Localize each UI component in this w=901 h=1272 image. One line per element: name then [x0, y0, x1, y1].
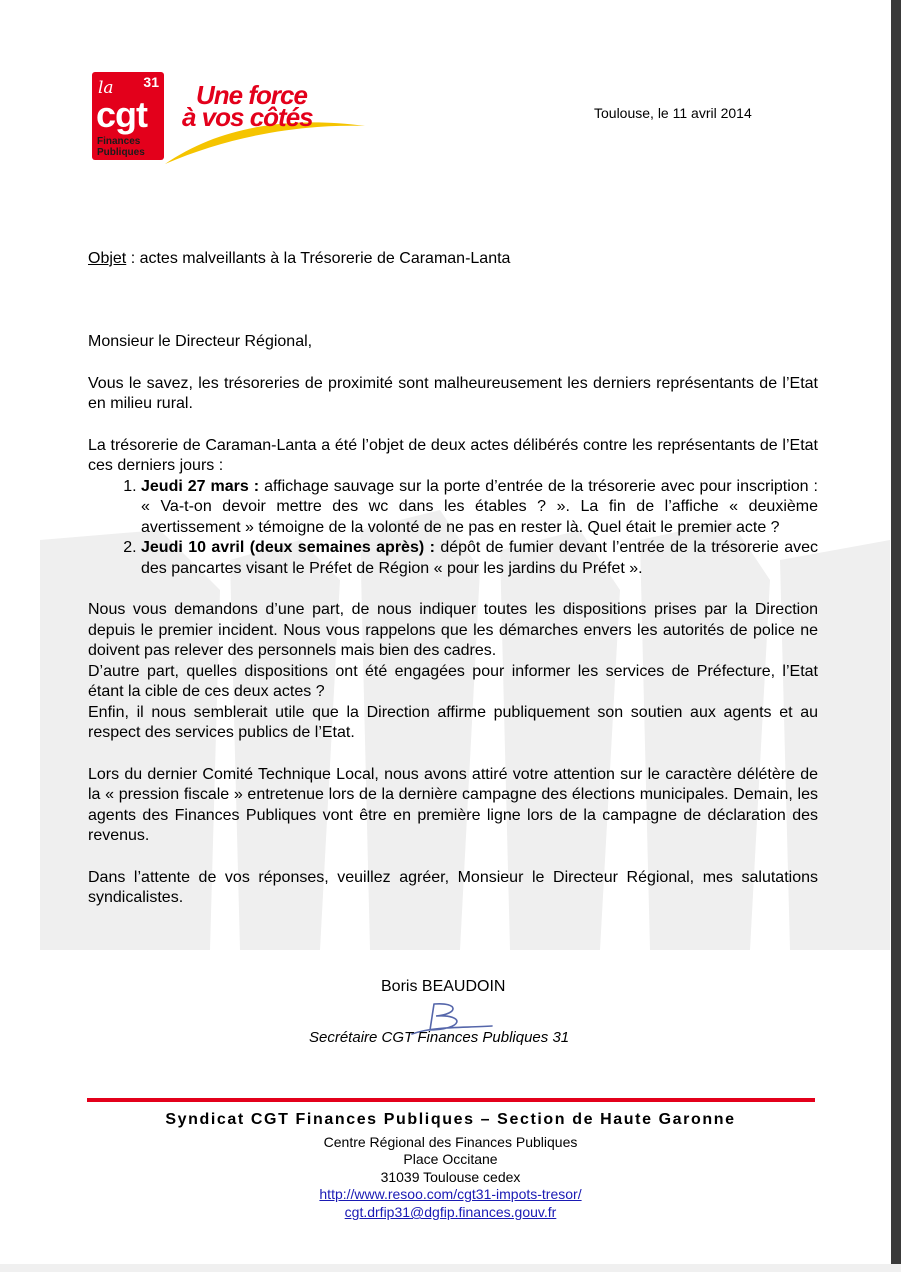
- footer-address-2: Place Occitane: [403, 1151, 498, 1167]
- paragraph-5: Dans l’attente de vos réponses, veuillez agréer, Monsieur le Directeur Régional, mes salutations syndicalistes.: [88, 868, 818, 906]
- footer-email-line: [0, 1204, 901, 1220]
- list-item-date: Jeudi 10 avril (deux semaines après) :: [141, 539, 435, 556]
- page-edge-right: [891, 0, 901, 1272]
- website-link[interactable]: http://www.resoo.com/cgt31-impots-tresor/: [319, 1186, 582, 1202]
- letter-body: [88, 332, 818, 909]
- incident-list: [88, 477, 818, 580]
- logo-number: 31: [143, 74, 159, 90]
- logo-tagline: [182, 80, 313, 132]
- list-item-text: dépôt de fumier devant l’entrée de la trésorerie avec des pancartes visant le Préfet de Région « pour les jardins du Préfet ».: [141, 539, 818, 577]
- list-item-text: affichage sauvage sur la porte d’entrée de la trésorerie avec pour inscription : « Va-t-on devoir mettre des wc dans les étables ? ». La fin de l’affiche « deuxième avertissement » témoigne de la volonté de ne pas en rester là. Quel était le premier acte ?: [141, 477, 818, 536]
- list-item: [141, 538, 818, 579]
- paragraph-4: Lors du dernier Comité Technique Local, nous avons attiré votre attention sur le caractère délétère de la « pression fiscale » entretenue lors de la dernière campagne des élections municipales. Demain, les agents des Finances Publiques vont être en première ligne lors de la campagne de déclaration des revenus.: [88, 765, 818, 844]
- signatory-name: Boris BEAUDOIN: [381, 978, 506, 995]
- subject-text: : actes malveillants à la Trésorerie de Caraman-Lanta: [126, 250, 511, 267]
- paragraph-3b: D’autre part, quelles dispositions ont été engagées pour informer les services de Préfecture, l’Etat étant la cible de ces deux actes ?: [88, 662, 818, 700]
- footer-address-1: Centre Régional des Finances Publiques: [323, 1134, 578, 1150]
- list-item-date: Jeudi 27 mars :: [141, 477, 260, 495]
- paragraph-1: Vous le savez, les trésoreries de proximité sont malheureusement les derniers représentants de l’Etat en milieu rural.: [88, 374, 818, 412]
- list-item: [141, 477, 818, 539]
- email-link[interactable]: cgt.drfip31@dgfip.finances.gouv.fr: [344, 1204, 557, 1220]
- logo-publiques: Publiques: [97, 147, 145, 158]
- footer-title: Syndicat CGT Finances Publiques – Section de Haute Garonne: [165, 1111, 736, 1128]
- logo-la: la: [98, 78, 114, 98]
- cgt-logo: [92, 72, 164, 160]
- footer-address-3: 31039 Toulouse cedex: [380, 1169, 521, 1185]
- tagline-line2: à vos côtés: [182, 102, 313, 132]
- signatory-title: Secrétaire CGT Finances Publiques 31: [309, 1029, 570, 1046]
- footer-divider: [87, 1098, 815, 1102]
- tagline-line1: Une force: [196, 80, 307, 110]
- letter-subject: [88, 250, 510, 268]
- logo-finances-publiques: [97, 136, 145, 158]
- paragraph-3a: Nous vous demandons d’une part, de nous indiquer toutes les dispositions prises par la Direction depuis le premier incident. Nous vous rappelons que les démarches envers les autorités de police ne doivent pas relever des personnels mais bien des cadres.: [88, 601, 818, 659]
- salutation: Monsieur le Directeur Régional,: [88, 333, 313, 350]
- letter-date: Toulouse, le 11 avril 2014: [594, 105, 752, 121]
- paragraph-3c: Enfin, il nous semblerait utile que la Direction affirme publiquement son soutien aux agents et au respect des services publics de l’Etat.: [88, 703, 818, 741]
- logo-finances: Finances: [97, 136, 141, 147]
- logo-cgt: cgt: [96, 94, 147, 135]
- footer-url-line: [0, 1186, 901, 1202]
- paragraph-2: La trésorerie de Caraman-Lanta a été l’objet de deux actes délibérés contre les représentants de l’Etat ces derniers jours :: [88, 436, 818, 474]
- subject-label: Objet: [88, 250, 127, 267]
- page-edge-bottom: [0, 1264, 901, 1272]
